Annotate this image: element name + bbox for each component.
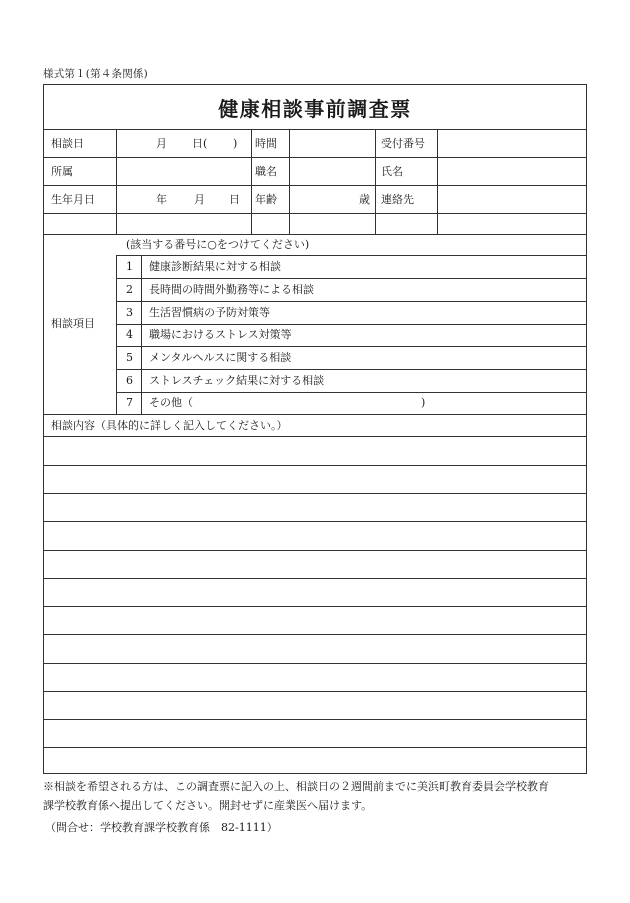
reception-number-field[interactable] xyxy=(438,130,585,156)
consult-item[interactable]: ストレスチェック結果に対する相談 xyxy=(149,374,325,387)
item-number: 6 xyxy=(126,374,133,387)
item-number: 5 xyxy=(126,351,133,364)
footer-note-line2: 課学校教育係へ提出してください。開封せずに産業医へ届けます。 xyxy=(43,799,373,812)
item-number: 3 xyxy=(126,306,133,319)
item-number: 4 xyxy=(126,328,133,341)
consult-weekday-close: ) xyxy=(233,137,238,150)
footer-contact: （問合せ：学校教育課学校教育係 82-1111） xyxy=(45,821,278,834)
contact-field[interactable] xyxy=(438,186,585,212)
consult-day-label: 日( xyxy=(192,137,208,150)
affiliation-field[interactable] xyxy=(117,158,250,184)
consult-date-label: 相談日 xyxy=(51,137,84,150)
consult-item-other[interactable]: その他（ xyxy=(149,396,193,409)
consult-content-area[interactable] xyxy=(45,437,585,773)
name-field[interactable] xyxy=(438,158,585,184)
consult-item[interactable]: 健康診断結果に対する相談 xyxy=(149,260,281,273)
age-label: 年齢 xyxy=(255,193,277,206)
consult-item[interactable]: 長時間の時間外勤務等による相談 xyxy=(149,283,314,296)
consult-month-label: 月 xyxy=(156,137,167,150)
affiliation-label: 所属 xyxy=(51,165,73,178)
birth-year-label: 年 xyxy=(156,193,167,206)
consult-items-label: 相談項目 xyxy=(51,317,95,330)
health-consultation-form xyxy=(43,84,587,774)
item-number: 2 xyxy=(126,283,133,296)
reception-number-label: 受付番号 xyxy=(381,137,425,150)
job-title-label: 職名 xyxy=(255,165,277,178)
name-label: 氏名 xyxy=(381,165,403,178)
form-title: 健康相談事前調査票 xyxy=(44,85,586,130)
time-label: 時間 xyxy=(255,137,277,150)
birthdate-label: 生年月日 xyxy=(51,193,95,206)
consult-content-label: 相談内容（具体的に詳しく記入してください。） xyxy=(51,419,288,432)
time-field[interactable] xyxy=(290,130,374,156)
item-number: 1 xyxy=(126,260,133,273)
consult-item[interactable]: 職場におけるストレス対策等 xyxy=(149,328,292,341)
consult-item[interactable]: メンタルヘルスに関する相談 xyxy=(149,351,292,364)
consult-items-instruction: (該当する番号に○をつけてください) xyxy=(126,238,310,251)
form-number-label: 様式第１(第４条関係) xyxy=(43,68,148,80)
contact-label: 連絡先 xyxy=(381,193,414,206)
item-number: 7 xyxy=(126,396,133,409)
footer-note-line1: ※相談を希望される方は、この調査票に記入の上、相談日の２週間前までに美浜町教育委員会学校教育 xyxy=(43,780,549,793)
consult-item[interactable]: 生活習慣病の予防対策等 xyxy=(149,306,270,319)
age-unit: 歳 xyxy=(359,193,370,206)
birth-day-label: 日 xyxy=(229,193,240,206)
consult-item-other-close: ) xyxy=(421,396,426,409)
birth-month-label: 月 xyxy=(194,193,205,206)
job-title-field[interactable] xyxy=(290,158,374,184)
